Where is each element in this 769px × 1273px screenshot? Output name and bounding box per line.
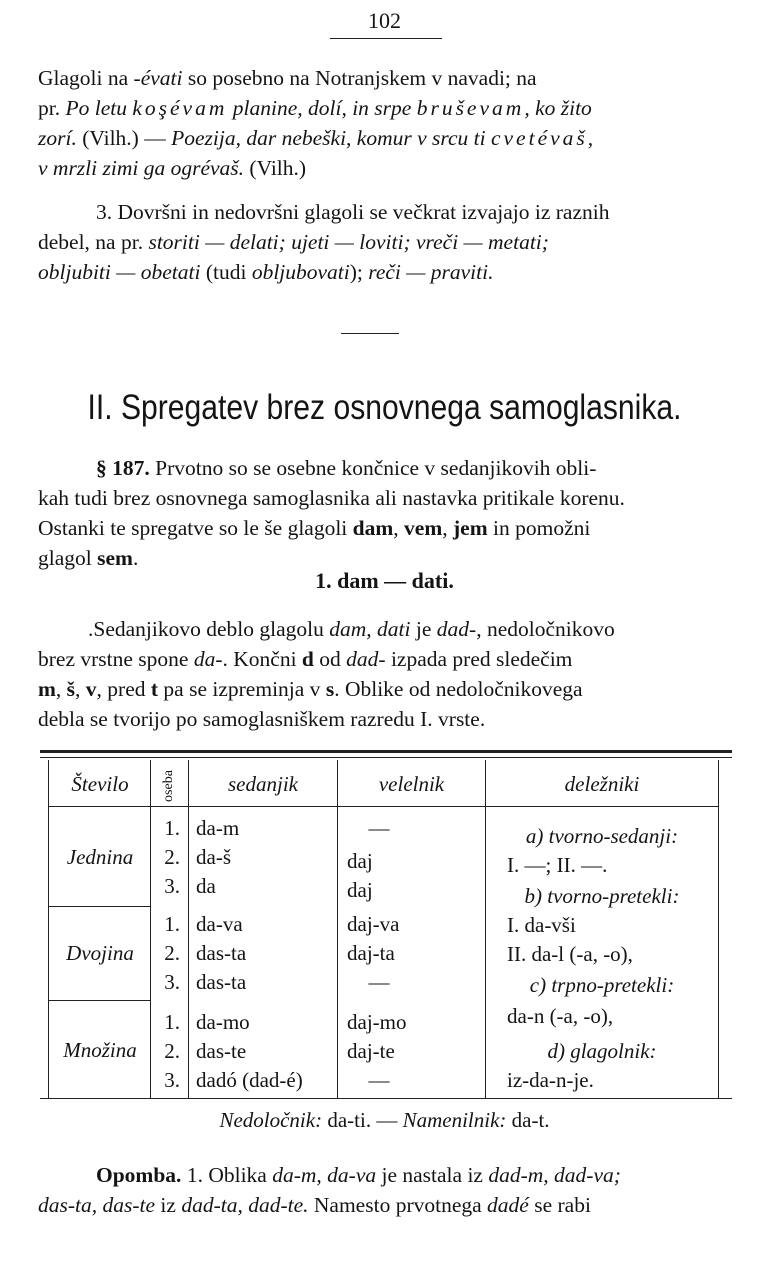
para4-line2 bbox=[38, 644, 732, 674]
text-italic: planine, dolí, in srpe bbox=[227, 96, 417, 120]
vline-velelnik bbox=[337, 760, 338, 1098]
sedanjik-form: da bbox=[196, 874, 216, 898]
text-italic: reči — praviti. bbox=[368, 260, 494, 284]
text: od bbox=[313, 647, 347, 671]
person-number: 1. bbox=[164, 816, 180, 840]
text-bold: s bbox=[325, 677, 335, 701]
para1-line1 bbox=[38, 63, 732, 93]
text-italic: , bbox=[587, 126, 594, 150]
text-italic: dad-m, dad-va; bbox=[488, 1163, 621, 1187]
velelnik-form: — bbox=[368, 970, 390, 994]
para4-line3 bbox=[38, 674, 732, 704]
group-label-dvojina: Dvojina bbox=[66, 941, 134, 965]
para1-line4 bbox=[38, 153, 732, 183]
text: .Sedanjikovo deblo glagolu bbox=[88, 617, 330, 641]
para2-line3 bbox=[38, 257, 732, 287]
header-stevilo: Število bbox=[71, 772, 129, 796]
vline-right bbox=[718, 760, 719, 1098]
delezniki-d-value: iz-da-n-je. bbox=[507, 1068, 594, 1092]
sedanjik-form: dadó (dad-é) bbox=[196, 1068, 303, 1092]
delezniki-b: b) tvorno-pretekli: bbox=[524, 884, 680, 908]
text-bold: t bbox=[150, 677, 159, 701]
text-italic: Poezija, dar nebeški, komur v srcu ti bbox=[171, 126, 491, 150]
text: pr. bbox=[38, 96, 66, 120]
text-italic: Nedoločnik: bbox=[219, 1108, 323, 1132]
sedanjik-form: das-te bbox=[196, 1039, 247, 1063]
text: 1. Oblika bbox=[181, 1163, 273, 1187]
text: , bbox=[393, 516, 405, 540]
para4-line1 bbox=[88, 614, 732, 644]
text-italic: dad- bbox=[346, 647, 386, 671]
section-separator bbox=[341, 333, 399, 334]
sedanjik-form: da-mo bbox=[196, 1010, 250, 1034]
group-rule-2 bbox=[48, 1000, 150, 1001]
velelnik-form: — bbox=[368, 1068, 390, 1092]
text-spaced: koşévam bbox=[132, 96, 228, 120]
text-italic: Namenilnik: bbox=[402, 1108, 507, 1132]
text: (Vilh.) bbox=[244, 156, 307, 180]
table-top-rule bbox=[40, 750, 732, 753]
person-number: 3. bbox=[164, 1068, 180, 1092]
vline-oseba bbox=[150, 760, 151, 1098]
velelnik-form: daj-ta bbox=[347, 941, 395, 965]
text-bold: v bbox=[85, 677, 97, 701]
text: , bbox=[55, 677, 67, 701]
text-italic: zorí. bbox=[38, 126, 77, 150]
para2-line1: 3. Dovršni in nedovršni glagoli se večkrat izvajajo iz raznih bbox=[96, 200, 610, 224]
text: (tudi bbox=[200, 260, 252, 284]
velelnik-form: daj-mo bbox=[347, 1010, 407, 1034]
text-bold: d bbox=[301, 647, 314, 671]
text: , bbox=[442, 516, 453, 540]
person-number: 1. bbox=[164, 912, 180, 936]
sedanjik-form: das-ta bbox=[196, 941, 247, 965]
vline-delezniki bbox=[485, 760, 486, 1098]
text: . Oblike od nedoločnikovega bbox=[334, 677, 583, 701]
delezniki-c-value: da-n (-a, -o), bbox=[507, 1004, 614, 1028]
text: Namesto prvotnega bbox=[308, 1193, 488, 1217]
text: da-ti. — bbox=[322, 1108, 403, 1132]
text-italic: dad-ta, dad-te. bbox=[181, 1193, 309, 1217]
sedanjik-form: das-ta bbox=[196, 970, 247, 994]
table-header-rule bbox=[48, 806, 718, 807]
text: je nastala iz bbox=[376, 1163, 489, 1187]
velelnik-form: daj-te bbox=[347, 1039, 395, 1063]
text-italic: Po letu bbox=[65, 96, 133, 120]
para2-line2 bbox=[38, 227, 732, 257]
section-number: § 187. bbox=[96, 456, 150, 480]
text-italic: , ko žito bbox=[524, 96, 592, 120]
vline-left bbox=[48, 760, 49, 1098]
text-bold: jem bbox=[453, 516, 488, 540]
para3-line2: kah tudi brez osnovnega samoglasnika ali nastavka pritikale korenu. bbox=[38, 486, 625, 510]
text-spaced: bruševam bbox=[416, 96, 525, 120]
table-footnote bbox=[0, 1108, 769, 1133]
text-bold: š bbox=[66, 677, 76, 701]
text: so posebno na Notranjskem v navadi; na bbox=[182, 66, 537, 90]
text: , pred bbox=[96, 677, 151, 701]
text-bold: vem bbox=[404, 516, 443, 540]
sedanjik-form: da-va bbox=[196, 912, 243, 936]
subheading: 1. dam — dati. bbox=[315, 568, 454, 593]
note-label: Opomba. bbox=[96, 1163, 182, 1187]
text-italic: storiti — delati; ujeti — loviti; vreči — metati; bbox=[148, 230, 549, 254]
text: brez vrstne spone bbox=[38, 647, 194, 671]
text: glagol bbox=[38, 546, 98, 570]
table-bottom-rule bbox=[40, 1098, 732, 1099]
group-rule-1 bbox=[48, 906, 150, 907]
person-number: 3. bbox=[164, 874, 180, 898]
text-italic: da- bbox=[193, 647, 223, 671]
text: je bbox=[410, 617, 437, 641]
person-number: 2. bbox=[164, 1039, 180, 1063]
sedanjik-form: da-m bbox=[196, 816, 240, 840]
header-velelnik: velelnik bbox=[378, 772, 445, 796]
text: , nedoločnikovo bbox=[476, 617, 615, 641]
delezniki-a: a) tvorno-sedanji: bbox=[525, 824, 679, 848]
header-delezniki: deležniki bbox=[564, 772, 640, 796]
text-spaced: cvetévaš bbox=[490, 126, 588, 150]
text: in pomožni bbox=[487, 516, 591, 540]
text-bold: dam bbox=[352, 516, 394, 540]
text: pa se izpreminja v bbox=[158, 677, 326, 701]
text-italic: -évati bbox=[133, 66, 183, 90]
text-italic: da-m, da-va bbox=[272, 1163, 377, 1187]
text-italic: v mrzli zimi ga ogrévaš. bbox=[38, 156, 245, 180]
opomba-line2 bbox=[38, 1190, 732, 1220]
text: debel, na pr. bbox=[38, 230, 149, 254]
text: . Končni bbox=[222, 647, 302, 671]
text: Ostanki te spregatve so le še glagoli bbox=[38, 516, 353, 540]
group-label-jednina: Jednina bbox=[66, 845, 134, 869]
delezniki-c: c) trpno-pretekli: bbox=[529, 973, 675, 997]
text-bold: sem bbox=[97, 546, 133, 570]
text: izpada pred sledečim bbox=[385, 647, 573, 671]
text: iz bbox=[155, 1193, 182, 1217]
para1-line3 bbox=[38, 123, 732, 153]
text-italic: dadé bbox=[487, 1193, 529, 1217]
text-italic: obljubovati bbox=[251, 260, 350, 284]
sedanjik-form: da-š bbox=[196, 845, 231, 869]
opomba-line1 bbox=[96, 1160, 732, 1190]
velelnik-form: daj bbox=[347, 878, 373, 902]
text: ); bbox=[349, 260, 369, 284]
person-number: 2. bbox=[164, 941, 180, 965]
header-oseba: oseba bbox=[161, 770, 176, 802]
velelnik-form: daj-va bbox=[347, 912, 400, 936]
delezniki-b-value-1: I. da-vši bbox=[507, 913, 576, 937]
text-bold: m bbox=[38, 677, 56, 701]
text: Prvotno so se osebne končnice v sedanjikovih obli- bbox=[149, 456, 597, 480]
page-number-rule bbox=[330, 38, 442, 39]
delezniki-a-value: I. —; II. —. bbox=[507, 853, 608, 877]
velelnik-form: daj bbox=[347, 849, 373, 873]
text: (Vilh.) — bbox=[76, 126, 172, 150]
vline-sedanjik bbox=[188, 760, 189, 1098]
table-top-rule-inner bbox=[40, 757, 732, 758]
para4-line4: debla se tvorijo po samoglasniškem razredu I. vrste. bbox=[38, 707, 486, 731]
text: , bbox=[75, 677, 86, 701]
header-sedanjik: sedanjik bbox=[228, 772, 298, 796]
person-number: 1. bbox=[164, 1010, 180, 1034]
delezniki-b-value-2: II. da-l (-a, -o), bbox=[507, 942, 633, 966]
para1-line2 bbox=[38, 93, 732, 123]
text-italic: dam, dati bbox=[329, 617, 411, 641]
text: da-t. bbox=[506, 1108, 550, 1132]
page-number: 102 bbox=[368, 8, 401, 33]
group-label-mnozina: Množina bbox=[63, 1038, 137, 1062]
person-number: 2. bbox=[164, 845, 180, 869]
text: se rabi bbox=[528, 1193, 591, 1217]
delezniki-d: d) glagolnik: bbox=[547, 1039, 657, 1063]
text-italic: dad- bbox=[436, 617, 477, 641]
section-heading: II. Spregatev brez osnovnega samoglasnika. bbox=[87, 388, 682, 427]
person-number: 3. bbox=[164, 970, 180, 994]
header-oseba-wrap bbox=[152, 770, 186, 802]
text-italic: das-ta, das-te bbox=[38, 1193, 156, 1217]
velelnik-form: — bbox=[368, 816, 390, 840]
para3-line3 bbox=[38, 513, 732, 543]
para3-line1 bbox=[96, 453, 732, 483]
text: . bbox=[132, 546, 139, 570]
text-italic: obljubiti — obetati bbox=[38, 260, 201, 284]
text: Glagoli na bbox=[38, 66, 134, 90]
